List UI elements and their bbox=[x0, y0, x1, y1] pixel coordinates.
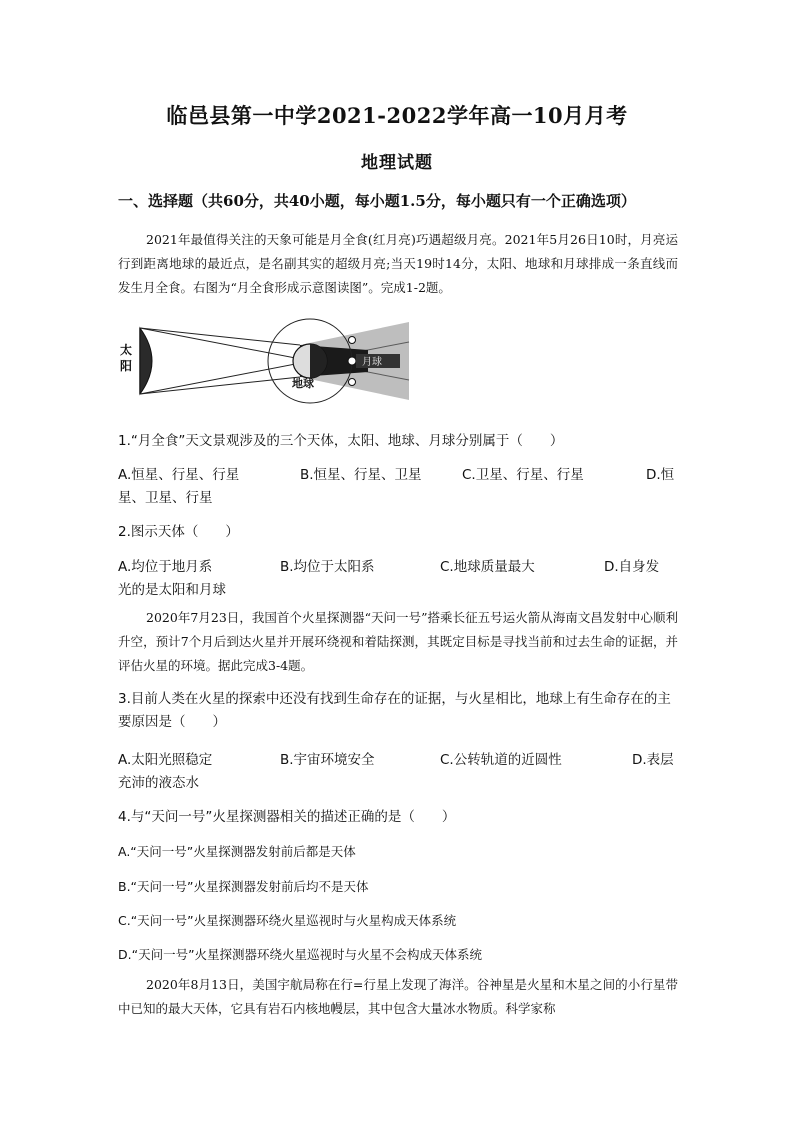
q3-option-c[interactable]: C.公转轨道的近圆性 bbox=[440, 752, 562, 768]
eclipse-diagram bbox=[118, 318, 413, 404]
sun-label-1: 太 bbox=[120, 343, 133, 357]
q4-option-c[interactable]: C.“天问一号”火星探测器环绕火星巡视时与火星构成天体系统 bbox=[118, 913, 457, 928]
q4-option-a[interactable]: A.“天问一号”火星探测器发射前后都是天体 bbox=[118, 844, 356, 859]
question-3-stem: 3.目前人类在火星的探索中还没有找到生命存在的证据，与火星相比，地球上有生命存在的主要原因是（ ） bbox=[118, 691, 671, 730]
passage-1: 2021年最值得关注的天象可能是月全食(红月亮)巧遇超级月亮。2021年5月26日10时，月亮运行到距离地球的最近点，是名副其实的超级月亮;当天19时14分，太阳、地球和月球排成一条直线而发生月全食。右图为“月全食形成示意图读图”。完成1-2题。 bbox=[118, 232, 678, 295]
q2-option-a[interactable]: A.均位于地月系 bbox=[118, 559, 213, 575]
q1-option-b[interactable]: B.恒星、行星、卫星 bbox=[300, 467, 422, 483]
q3-option-d-part1[interactable]: D.表层 bbox=[632, 752, 674, 768]
section-heading: 一、选择题（共60分，共40小题，每小题1.5分，每小题只有一个正确选项） bbox=[118, 192, 636, 210]
passage-2: 2020年7月23日，我国首个火星探测器“天问一号”搭乘长征五号运火箭从海南文昌发射中心顺利升空，预计7个月后到达火星并开展环绕视和着陆探测，其既定目标是寻找当前和过去生命的证据，并评估火星的环境。据此完成3-4题。 bbox=[118, 610, 678, 673]
page-subtitle: 地理试题 bbox=[361, 153, 433, 173]
q2-option-c[interactable]: C.地球质量最大 bbox=[440, 559, 535, 575]
page-title: 临邑县第一中学2021-2022学年高一10月月考 bbox=[166, 103, 628, 128]
moon-label: 月球 bbox=[362, 357, 382, 368]
q3-option-b[interactable]: B.宇宙环境安全 bbox=[280, 752, 375, 768]
q4-option-d[interactable]: D.“天问一号”火星探测器环绕火星巡视时与火星不会构成天体系统 bbox=[118, 947, 483, 962]
q1-option-a[interactable]: A.恒星、行星、行星 bbox=[118, 467, 240, 483]
q1-option-d-part2[interactable]: 星、卫星、行星 bbox=[118, 490, 213, 506]
q3-option-d-part2[interactable]: 充沛的液态水 bbox=[118, 775, 199, 791]
q2-option-b[interactable]: B.均位于太阳系 bbox=[280, 559, 375, 575]
earth-label: 地球 bbox=[292, 377, 314, 390]
q4-option-b[interactable]: B.“天问一号”火星探测器发射前后均不是天体 bbox=[118, 879, 369, 894]
q2-option-d-part2[interactable]: 光的是太阳和月球 bbox=[118, 582, 226, 598]
q1-option-d-part1[interactable]: D.恒 bbox=[646, 467, 675, 483]
question-1-stem: 1.“月全食”天文景观涉及的三个天体，太阳、地球、月球分别属于（ ） bbox=[118, 433, 564, 449]
q2-option-d-part1[interactable]: D.自身发 bbox=[604, 559, 660, 575]
question-2-stem: 2.图示天体（ ） bbox=[118, 524, 239, 540]
q3-option-a[interactable]: A.太阳光照稳定 bbox=[118, 752, 213, 768]
passage-3: 2020年8月13日，美国宇航局称在行=行星上发现了海洋。谷神星是火星和木星之间的小行星带中已知的最大天体，它具有岩石内核地幔层，其中包含大量冰水物质。科学家称 bbox=[118, 977, 678, 1016]
sun-label-2: 阳 bbox=[120, 359, 133, 373]
question-4-stem: 4.与“天问一号”火星探测器相关的描述正确的是（ ） bbox=[118, 809, 456, 825]
q1-option-c[interactable]: C.卫星、行星、行星 bbox=[462, 467, 584, 483]
